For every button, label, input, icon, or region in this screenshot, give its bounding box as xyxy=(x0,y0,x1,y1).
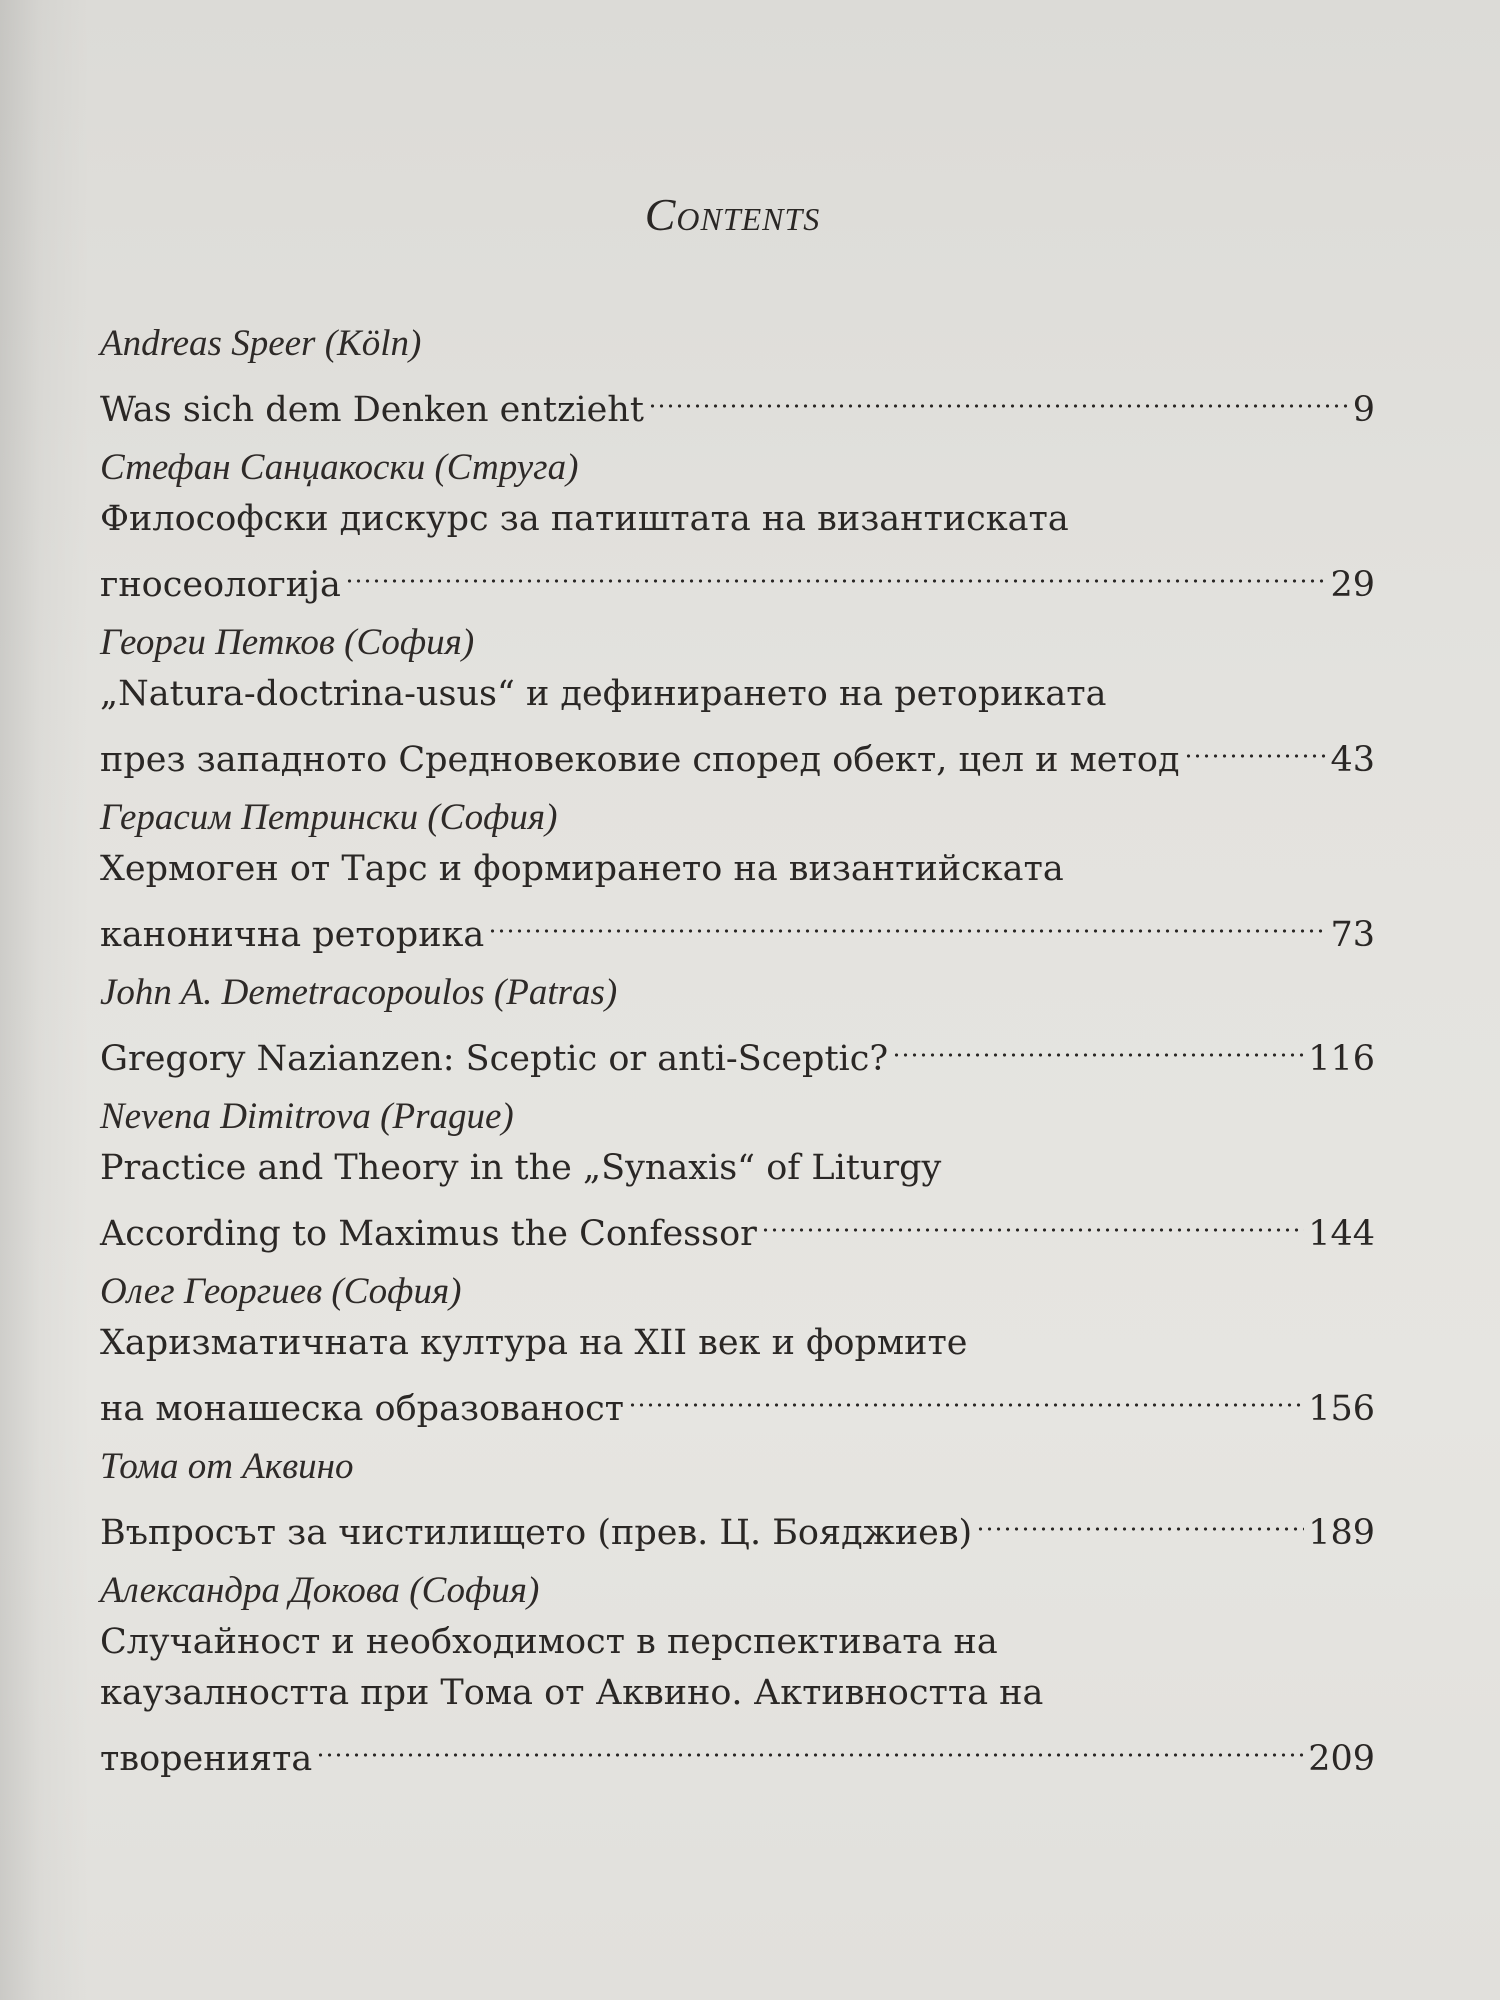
entry-page-number: 43 xyxy=(1330,740,1375,780)
entry-page-number: 9 xyxy=(1352,390,1375,430)
entry-title-last-line xyxy=(100,1369,1375,1429)
dot-leader xyxy=(976,1493,1304,1544)
toc-entry xyxy=(100,967,1375,1079)
entry-author: Стефан Санџакоски (Струга) xyxy=(100,447,579,488)
entry-author: Олег Георгиев (София) xyxy=(100,1271,462,1312)
entry-title-line: Хермоген от Тарс и формирането на византийската xyxy=(100,849,1064,889)
entry-title-line: Practice and Theory in the „Synaxis“ of Liturgy xyxy=(100,1148,942,1188)
dot-leader xyxy=(316,1719,1304,1770)
dot-leader xyxy=(761,1194,1304,1245)
toc-entry xyxy=(100,792,1375,955)
entry-title-last-line xyxy=(100,1493,1375,1553)
entry-page-number: 116 xyxy=(1308,1039,1375,1079)
entry-author: Nevena Dimitrova (Prague) xyxy=(100,1096,514,1137)
entry-author: Герасим Петрински (София) xyxy=(100,797,558,838)
page-title: Contents xyxy=(644,189,821,240)
entry-page-number: 73 xyxy=(1330,915,1375,955)
entry-title-last-line xyxy=(100,370,1375,430)
entry-title-last-line xyxy=(100,720,1375,780)
entry-title-line: канонична реторика xyxy=(100,915,485,955)
dot-leader xyxy=(892,1019,1304,1070)
entry-title-line: Философски дискурс за патиштата на византиската xyxy=(100,499,1069,539)
entry-title-line: „Natura-doctrina-usus“ и дефинирането на реториката xyxy=(100,674,1107,714)
entry-page-number: 189 xyxy=(1308,1513,1375,1553)
dot-leader xyxy=(1184,720,1327,771)
entry-title-line: гносеологија xyxy=(100,565,341,605)
entry-title-last-line xyxy=(100,545,1375,605)
entry-author: Александра Докова (София) xyxy=(100,1570,540,1611)
dot-leader xyxy=(345,545,1327,596)
entry-title: Was sich dem Denken entzieht xyxy=(100,390,644,430)
dot-leader xyxy=(628,1369,1304,1420)
entry-title-line: Случайност и необходимост в перспективата на xyxy=(100,1622,998,1662)
entry-title-last-line xyxy=(100,1194,1375,1254)
entry-title-last-line xyxy=(100,1019,1375,1079)
entry-title-line: творенията xyxy=(100,1739,313,1779)
toc-entry xyxy=(100,1091,1375,1254)
entry-title-line: Харизматичната култура на XII век и формите xyxy=(100,1323,968,1363)
toc-entry xyxy=(100,617,1375,780)
entry-title-line: According to Maximus the Confessor xyxy=(100,1214,757,1254)
entry-author: Andreas Speer (Köln) xyxy=(100,323,422,364)
entry-title-last-line xyxy=(100,895,1375,955)
toc-entry xyxy=(100,1565,1375,1779)
toc-entry xyxy=(100,1266,1375,1429)
entry-author: John A. Demetracopoulos (Patras) xyxy=(100,972,618,1013)
entry-author: Тома от Аквино xyxy=(100,1446,354,1487)
dot-leader xyxy=(488,895,1326,946)
entry-author: Георги Петков (София) xyxy=(100,622,475,663)
entry-page-number: 144 xyxy=(1308,1214,1375,1254)
entry-title: Въпросът за чистилището (прев. Ц. Бояджиев) xyxy=(100,1513,973,1553)
entry-title-line: през западното Средновековие според обект, цел и метод xyxy=(100,740,1180,780)
toc-entry xyxy=(100,1441,1375,1553)
table-of-contents xyxy=(100,318,1375,1791)
toc-entry xyxy=(100,442,1375,605)
dot-leader xyxy=(648,370,1349,421)
entry-page-number: 29 xyxy=(1330,565,1375,605)
entry-page-number: 156 xyxy=(1308,1389,1375,1429)
entry-title-line: каузалността при Тома от Аквино. Активността на xyxy=(100,1673,1044,1713)
entry-page-number: 209 xyxy=(1308,1739,1375,1779)
entry-title: Gregory Nazianzen: Sceptic or anti-Sceptic? xyxy=(100,1039,889,1079)
entry-title-last-line xyxy=(100,1719,1375,1779)
toc-entry xyxy=(100,318,1375,430)
entry-title-line: на монашеска образованост xyxy=(100,1389,625,1429)
